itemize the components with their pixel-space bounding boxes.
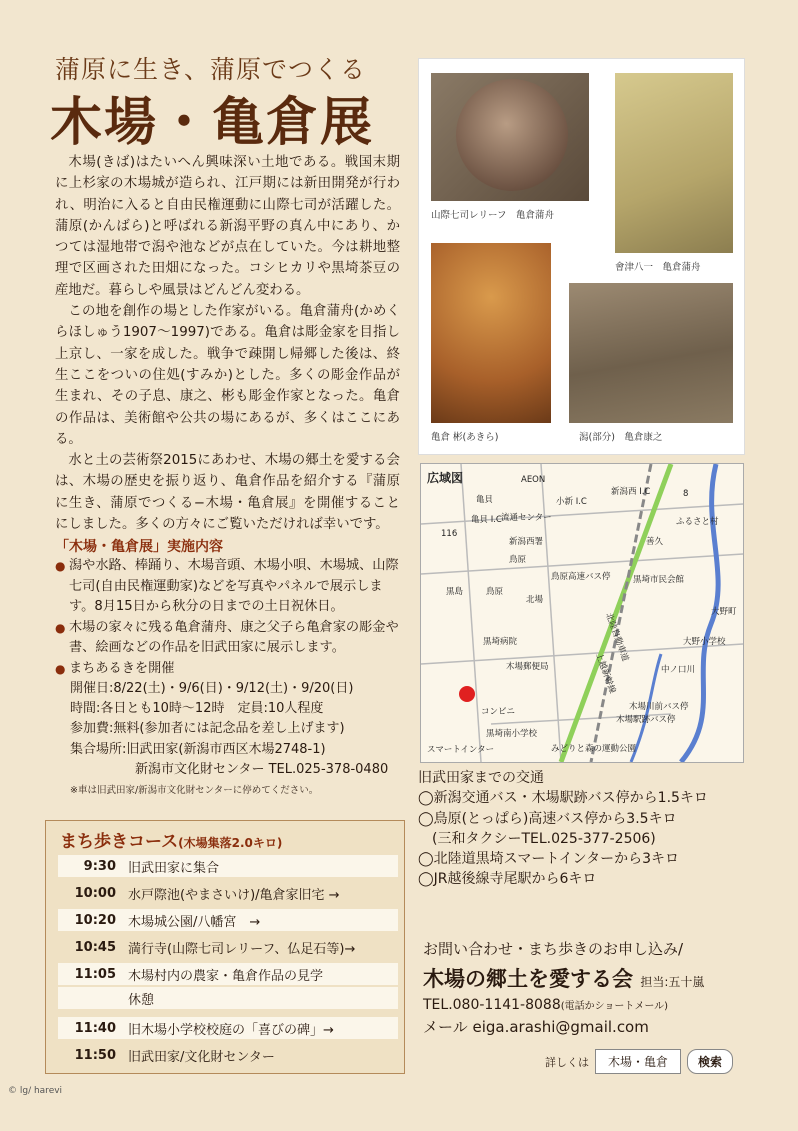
location-marker[interactable] [459,686,475,702]
map-label: 亀貝 [476,495,494,505]
map-label: 木場郵便局 [506,662,549,672]
parking-note: ※車は旧武田家/新潟市文化財センターに停めてください。 [70,785,319,796]
program-bullet: ● まちあるきを開催 [55,659,400,680]
contact-tel[interactable]: TEL.080-1141-8088(電話かショートメール) [423,997,669,1013]
photo-caption: 亀倉 彬(あきら) [431,432,499,443]
map-label: 善久 [646,537,664,547]
map-label: AEON [521,475,546,485]
detail-row: 新潟市文化財センター TEL.025-378-0480 [70,761,389,777]
credit: © lg/ harevi [8,1086,63,1096]
map-svg [421,464,743,762]
photo-panel [418,58,745,455]
photo-caption: 會津八一 亀倉蒲舟 [615,262,701,273]
map-label: みどりと森の運動公園 [551,744,637,754]
intro-paragraph: 水と土の芸術祭2015にあわせ、木場の郷土を愛する会は、木場の歴史を振り返り、亀倉作品を紹介する『蒲原に生き、蒲原でつくる−木場・亀倉展』を開催することにしました。多くの方々にご覧いただければ幸いです。 [55,453,400,533]
detail-row: 集合場所:旧武田家(新潟市西区木場2748-1) [70,741,326,757]
map-title: 広域図 [427,471,464,485]
access-line: ◯JR越後線寺尾駅から6キロ [418,871,597,888]
access-line: ◯新潟交通バス・木場駅跡バス停から1.5キロ [418,790,708,807]
map-label: 黒埼南小学校 [486,729,538,739]
search-bar [545,1049,733,1074]
map-label: 大野町 [711,607,737,617]
intro-paragraph: 木場(きば)はたいへん興味深い土地である。戦国末期に上杉家の木場城が造られ、江戸期には新田開発が行われ、明治に入ると自由民権運動に山際七司が活躍した。蒲原(かんばら)と呼ばれる新潟平野の真ん中にあり、かつては湿地帯で潟や池などが点在していた。今は耕地整理で区画された田畑になった。コシヒカリや黒埼茶豆の産地だ。暮らしや風景はどんどん変わる。 [55,155,400,298]
map-label: 上越新幹線 [593,651,618,695]
program-bullet: ● 木場の家々に残る亀倉蒲舟、康之父子ら亀倉家の彫金や書、絵画などの作品を旧武田家に展示します。 [55,618,400,659]
detail-row: 開催日:8/22(土)・9/6(日)・9/12(土)・9/20(日) [70,681,354,696]
course-row: 10:00 水戸際池(やまさいけ)/亀倉家旧宅 → [74,885,340,903]
search-input[interactable]: 木場・亀倉 [595,1049,681,1074]
map-label: 流通センター [501,513,552,523]
map-label: 亀貝 I.C [471,515,502,525]
access-line: ◯鳥原(とっぱら)高速バス停から3.5キロ [418,810,677,827]
contact-block [423,938,743,1037]
photo-caption: 山際七司レリーフ 亀倉蒲舟 [431,210,555,221]
metalwork-photo [431,243,551,423]
event-details [70,679,388,780]
map-label: 鳥原 [486,587,504,597]
contact-heading: お問い合わせ・まち歩きのお申し込み/ [423,940,684,958]
map-label: 木場川前バス停 [629,702,689,712]
program-title: 「木場・亀倉展」実施内容 [55,539,223,555]
map-label: ふるさと村 [676,517,719,527]
relief-photo [431,73,589,201]
access-title: 旧武田家までの交通 [418,770,544,786]
area-map[interactable] [420,463,744,763]
program-bullets [55,556,400,679]
map-label: スマートインター [427,745,495,755]
map-label: 黒島 [446,587,464,597]
org-name: 木場の郷土を愛する会 担当:五十嵐 [423,967,705,991]
access-line: ◯北陸道黒埼スマートインターから3キロ [418,851,680,868]
lagoon-photo [569,283,733,423]
access-line: (三和タクシーTEL.025-377-2506) [418,830,656,847]
map-label: 北陸自動車道 [603,611,631,663]
program-bullet: ● 潟や水路、棒踊り、木場音頭、木場小唄、木場城、山際七司(自由民権運動家)などを写真やパネルで展示します。8月15日から秋分の日までの土日祝休日。 [55,556,400,618]
map-label: 新潟西署 [509,537,544,547]
course-row: 10:20 木場城公園/八幡宮 → [58,909,398,931]
course-row: 休憩 [58,987,398,1009]
course-row: 11:50 旧武田家/文化財センター [74,1047,275,1065]
intro-text [55,152,400,535]
course-box [45,820,405,1074]
map-label: 新潟西 I.C [611,487,651,497]
detail-row: 時間:各日とも10時〜12時 定員:10人程度 [70,701,324,717]
map-label: 小新 I.C [556,497,587,507]
page-title: 木場・亀倉展 [50,93,375,153]
map-label: 黒埼病院 [483,637,518,647]
map-label: 北場 [526,595,544,605]
course-row: 11:05 木場村内の農家・亀倉作品の見学 [58,963,398,985]
search-button[interactable]: 検索 [687,1049,733,1074]
map-label: 黒埼市民会館 [633,575,685,585]
map-label: 8 [683,489,689,499]
map-label: 中ノ口川 [661,665,696,675]
map-label: 鳥原 [509,555,527,565]
course-row: 10:45 満行寺(山際七司レリーフ、仏足石等)→ [74,939,356,957]
search-prefix: 詳しくは [545,1055,589,1069]
detail-row: 参加費:無料(参加者には記念品を差し上げます) [70,721,345,737]
course-row: 9:30 旧武田家に集合 [58,855,398,877]
map-label: コンビニ [481,707,516,717]
map-label: 鳥原高速バス停 [551,572,611,582]
map-label: 116 [441,529,458,539]
access-info [418,768,708,890]
map-label: 木場駅跡バス停 [616,715,676,725]
course-row: 11:40 旧木場小学校校庭の「喜びの碑」→ [58,1017,398,1039]
photo-caption: 潟(部分) 亀倉康之 [579,432,663,443]
calligraphy-photo [615,73,733,253]
map-label: 大野小学校 [683,637,726,647]
contact-mail[interactable]: メール eiga.arashi@gmail.com [423,1018,649,1036]
course-title: まち歩きコース(木場集落2.0キロ) [60,832,283,852]
subtitle: 蒲原に生き、蒲原でつくる [55,55,367,84]
intro-paragraph: この地を創作の場とした作家がいる。亀倉蒲舟(かめくらほしゅう1907〜1997)である。亀倉は彫金家を目指し上京し、一家を成した。戦争で疎開し帰郷した後は、終生ここをついの住処(すみか)とした。多くの彫金作品が生まれ、その子息、康之、彬も彫金作家となった。亀倉の作品は、美術館や公共の場にあるが、多くはここにある。 [55,304,400,447]
